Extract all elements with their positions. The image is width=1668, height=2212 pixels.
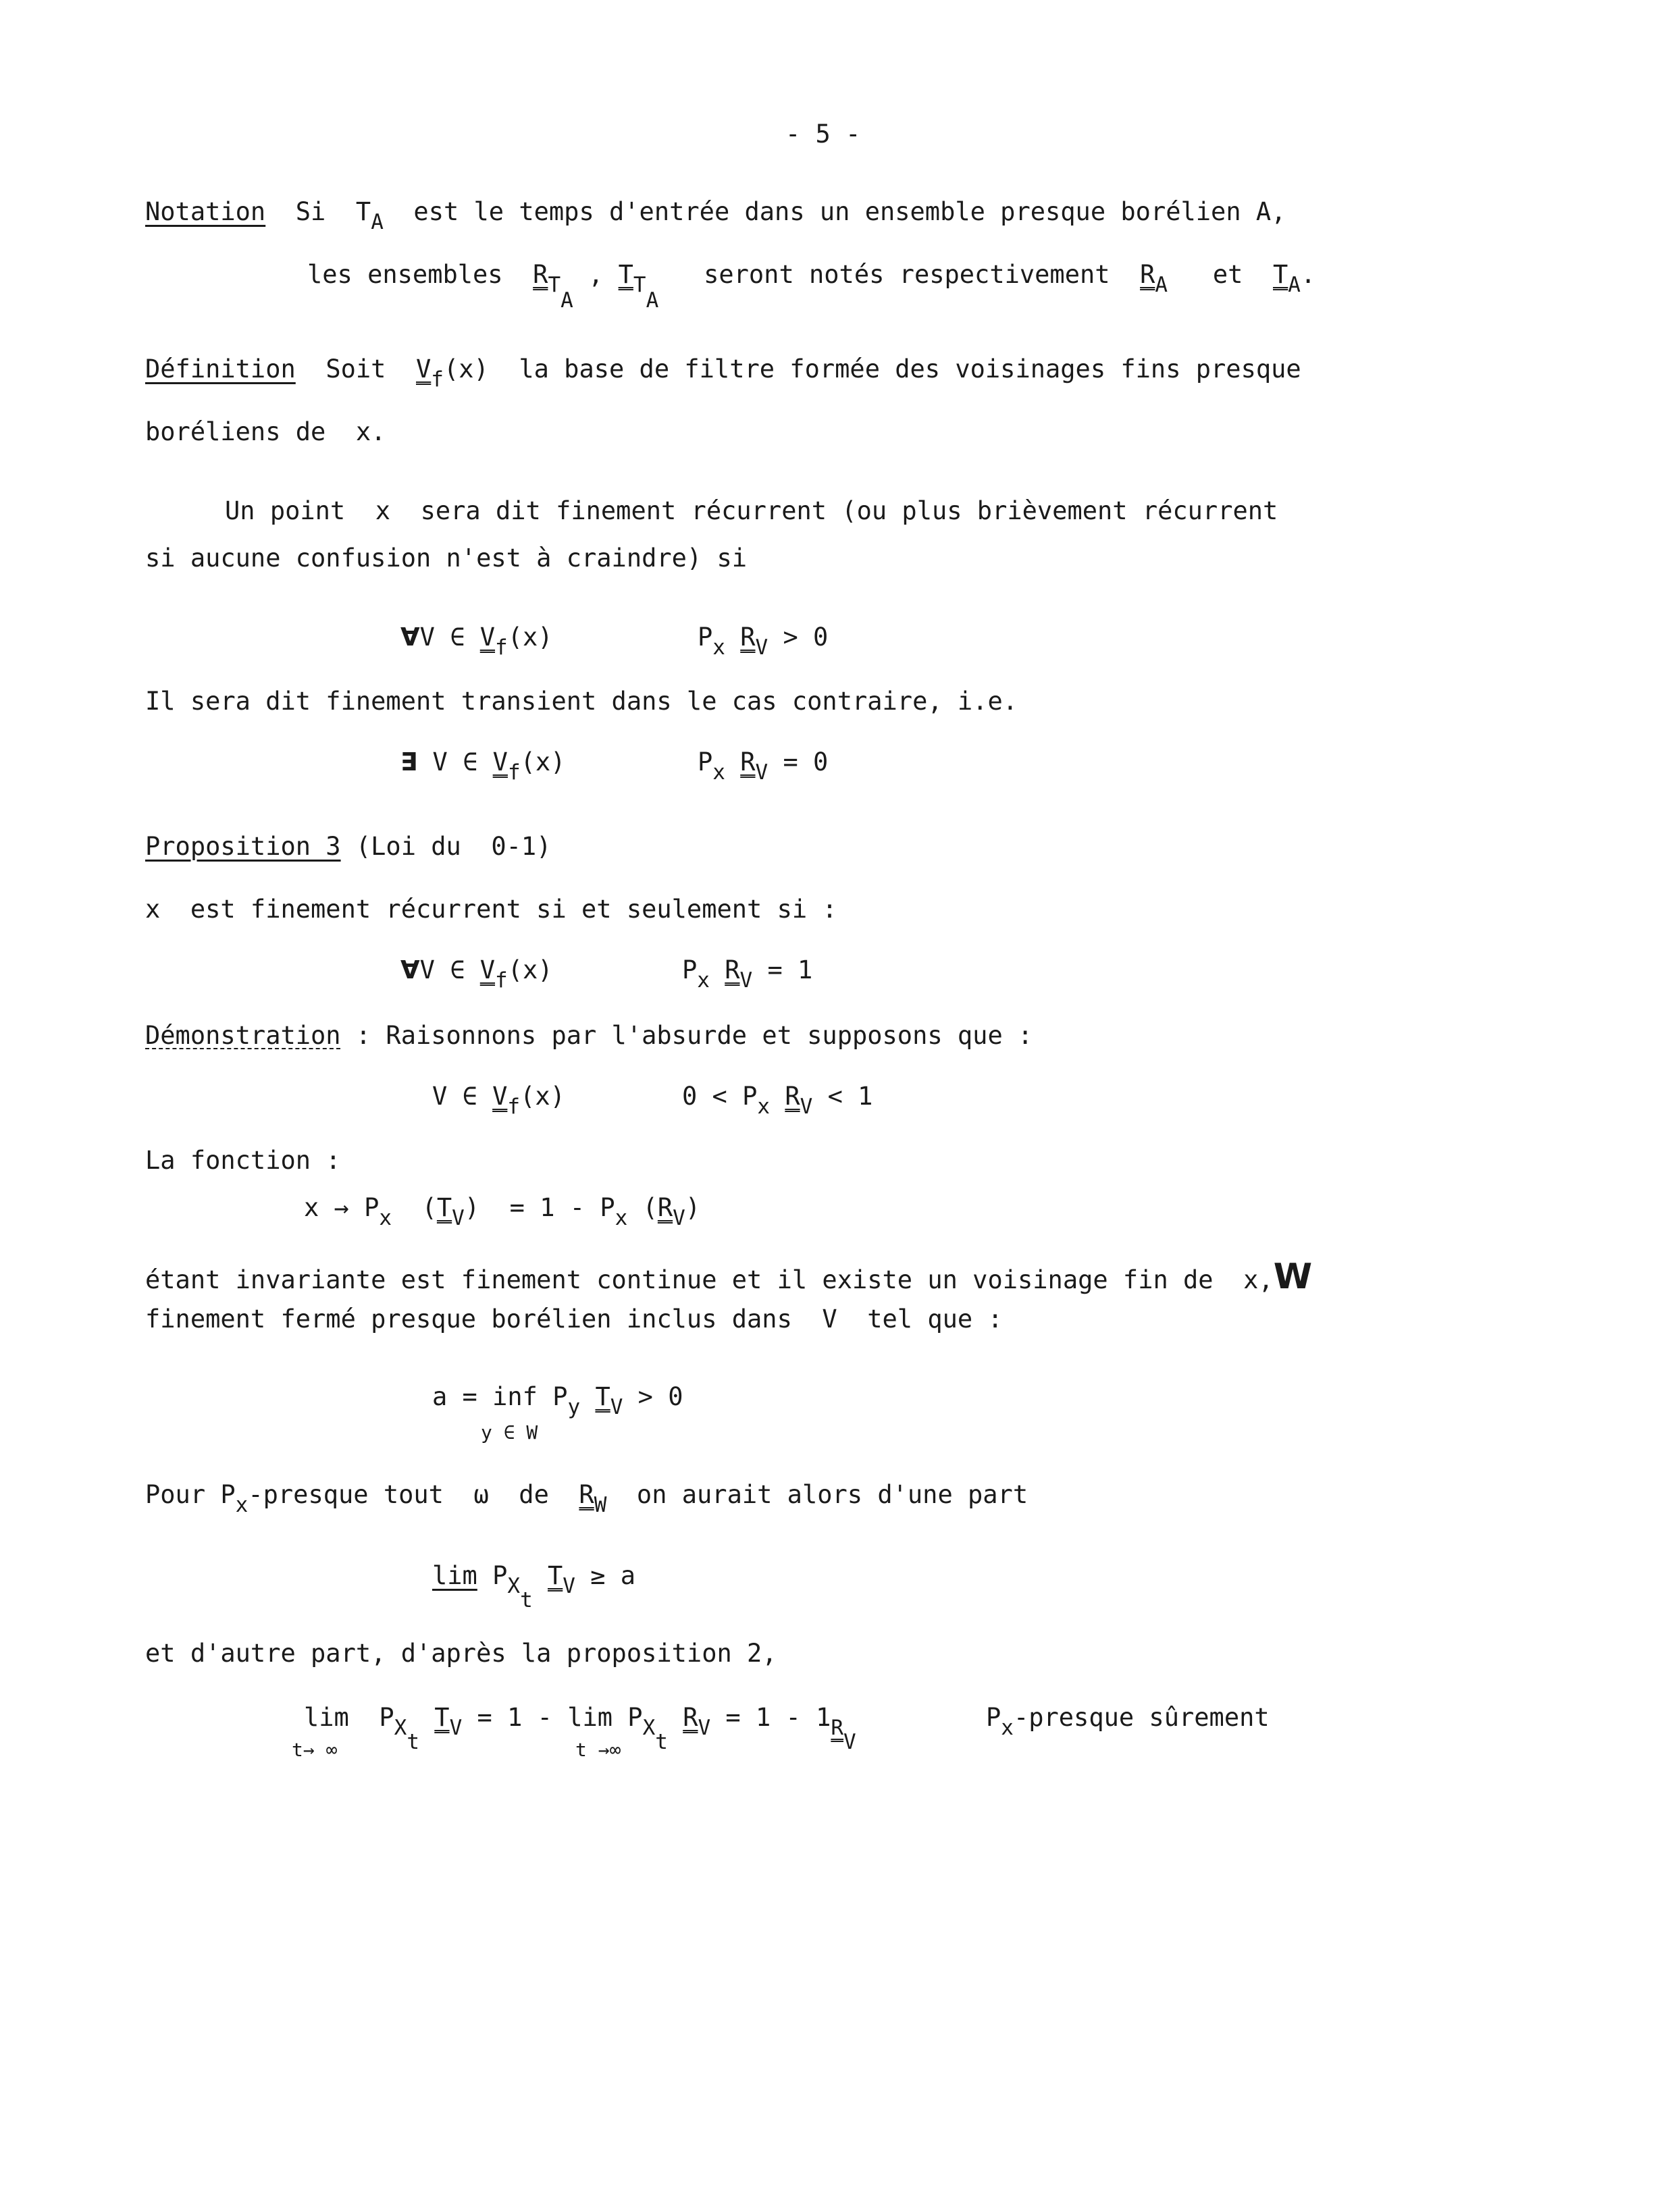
math-P: P (742, 1082, 758, 1111)
math-T: T (436, 1193, 452, 1222)
math-P: P (600, 1193, 615, 1222)
text: la base de filtre formée des voisinages fins presque (519, 354, 1301, 384)
math-P: P (986, 1703, 1001, 1732)
math-sub: f (431, 367, 444, 392)
math-sub: V (673, 1206, 685, 1230)
math-sub: x (615, 1206, 628, 1230)
math-T: T (1273, 260, 1288, 289)
paragraph-line: et d'autre part, d'après la proposition 2, (145, 1639, 777, 1668)
text: > 0 (623, 1382, 683, 1411)
math-sub: V (800, 1095, 813, 1119)
paragraph-line: La fonction : (145, 1146, 341, 1175)
text: seront notés respectivement (704, 260, 1110, 289)
text: et (1212, 260, 1243, 289)
equation-4-rhs (682, 1082, 873, 1119)
text: on aurait alors d'une part (606, 1480, 1028, 1509)
text: Si (295, 197, 326, 226)
math-sub: V (843, 1730, 856, 1754)
text: V ∈ (419, 623, 480, 652)
math-sub: x (1001, 1716, 1014, 1740)
equation-6-under: y ∈ W (481, 1421, 538, 1444)
text: (x) (507, 955, 553, 984)
definition-line-1 (145, 354, 1301, 392)
text: = 1 - 1 (710, 1703, 831, 1732)
paragraph-line: x est finement récurrent si et seulement si : (145, 895, 837, 924)
equation-8-suffix (986, 1703, 1270, 1740)
math-P: P (698, 623, 713, 652)
math-sub: f (507, 760, 521, 785)
equation-1-rhs (698, 623, 829, 660)
text: = 1 (752, 955, 813, 984)
lim-operator: lim (432, 1561, 477, 1590)
math-sub: x (235, 1493, 249, 1517)
math-sub: f (495, 968, 508, 993)
math-sub: x (697, 968, 710, 993)
page-number: - 5 - (785, 120, 861, 149)
math-sub: x (712, 635, 725, 660)
lim-operator: lim (567, 1703, 613, 1732)
math-T: T (355, 197, 371, 226)
math-sub: V (452, 1206, 465, 1230)
paragraph-line: Un point x sera dit finement récurrent (ou plus brièvement récurrent (225, 496, 1278, 525)
equation-8 (304, 1703, 856, 1754)
text: = 0 (768, 747, 829, 776)
text: (x) (507, 623, 553, 652)
math-sub: X (507, 1574, 521, 1598)
text: = 1 - (494, 1193, 600, 1222)
text: (x) (520, 747, 566, 776)
math-R: R (785, 1082, 800, 1111)
math-sub: t (407, 1730, 420, 1754)
math-sub: V (739, 968, 753, 993)
text: -presque tout ω de (248, 1480, 579, 1509)
equation-3-rhs (682, 955, 813, 993)
math-sub: x (712, 760, 725, 785)
math-R: R (740, 623, 756, 652)
paragraph-line (145, 1257, 1313, 1297)
math-R: R (1140, 260, 1155, 289)
equation-2-lhs (400, 747, 566, 785)
math-P: P (552, 1382, 568, 1411)
math-sub: A (561, 288, 573, 313)
math-sub: A (371, 210, 384, 234)
text: ≥ a (575, 1561, 636, 1590)
lim-operator: lim (304, 1703, 349, 1732)
math-T: T (595, 1382, 610, 1411)
math-R: R (683, 1703, 698, 1732)
math-sub: t (655, 1730, 668, 1754)
text: Soit (325, 354, 386, 384)
equation-4-lhs (432, 1082, 565, 1119)
math-T: T (548, 1561, 563, 1590)
text: = 1 - (462, 1703, 568, 1732)
forall-symbol: ∀ (400, 955, 420, 984)
paragraph-line: Il sera dit finement transient dans le cas contraire, i.e. (145, 687, 1018, 716)
definition-line-2: boréliens de x. (145, 417, 386, 446)
math-sub: t (520, 1588, 533, 1612)
equation-3-lhs (400, 955, 553, 993)
text: , (588, 260, 604, 289)
math-sub: x (379, 1206, 392, 1230)
text: (x) (443, 354, 489, 384)
text: < 1 (812, 1082, 873, 1111)
text: > 0 (768, 623, 829, 652)
notation-label: Notation (145, 197, 266, 226)
paragraph-line: finement fermé presque borélien inclus dans V tel que : (145, 1305, 1003, 1334)
equation-5: $x \to P_x$ $(T_V) = 1 - P_x$ $(R_V)$ (304, 1193, 701, 1230)
math-P: P (379, 1703, 394, 1732)
text: -presque sûrement (1013, 1703, 1270, 1732)
math-R: R (579, 1480, 594, 1509)
text: (Loi du 0-1) (340, 832, 552, 861)
notation-line-2 (307, 260, 1316, 313)
proposition-label: Proposition 3 (145, 832, 341, 861)
math-sub: V (449, 1716, 463, 1740)
math-V: V (492, 747, 508, 776)
math-sub: T (548, 273, 561, 297)
text: V ∈ (432, 1082, 493, 1111)
forall-symbol: ∀ (400, 623, 420, 652)
math-sub: X (394, 1716, 407, 1740)
text: . (1300, 260, 1316, 289)
math-sub: V (698, 1716, 711, 1740)
math-V: V (479, 623, 496, 652)
math-P: P (627, 1703, 643, 1732)
math-sub: x (757, 1095, 771, 1119)
math-P: P (492, 1561, 508, 1590)
math-T: T (618, 260, 633, 289)
notation-line-1 (145, 197, 1286, 234)
math-R: R (740, 747, 756, 776)
text: étant invariante est finement continue et il existe un voisinage fin de x, (145, 1265, 1274, 1294)
math-sub: V (563, 1574, 575, 1598)
math-sub: R (831, 1716, 844, 1740)
math-sub: A (1288, 273, 1301, 297)
math-sub: A (646, 288, 659, 313)
math-T: T (434, 1703, 450, 1732)
equation-1-lhs (400, 623, 553, 660)
math-sub: A (1155, 273, 1168, 297)
text: 0 < (682, 1082, 743, 1111)
math-sub: T (633, 273, 646, 297)
math-sub: V (755, 760, 768, 785)
math-W: W (1273, 1257, 1313, 1297)
text: les ensembles (307, 260, 503, 289)
text: (x) (520, 1082, 565, 1111)
text: est le temps d'entrée dans un ensemble presque borélien A, (413, 197, 1286, 226)
math-sub: V (755, 635, 768, 660)
math-sub: f (495, 635, 508, 660)
math-P: P (364, 1193, 380, 1222)
math-sub: W (594, 1493, 607, 1517)
equation-6 (432, 1382, 683, 1419)
math-sub: y (567, 1395, 581, 1419)
proposition-heading (145, 834, 551, 859)
math-V: V (416, 354, 432, 384)
equation-2-rhs (698, 747, 829, 785)
math-P: P (682, 955, 698, 984)
math-P: P (220, 1480, 236, 1509)
exists-symbol: ∃ (400, 747, 418, 776)
math-V: V (492, 1082, 508, 1111)
math-sub: f (507, 1095, 521, 1119)
math-sub: X (642, 1716, 656, 1740)
demonstration-label: Démonstration (145, 1021, 341, 1050)
text: a = inf (432, 1382, 553, 1411)
math-sub: V (610, 1395, 623, 1419)
definition-label: Définition (145, 354, 296, 384)
lim-under-2: t →∞ (575, 1739, 621, 1761)
math-R: R (725, 955, 740, 984)
text: : Raisonnons par l'absurde et supposons que : (340, 1021, 1033, 1050)
math-R: R (533, 260, 548, 289)
text: Pour (145, 1480, 221, 1509)
demonstration-line (145, 1023, 1033, 1048)
text: V ∈ (419, 955, 480, 984)
equation-7 (432, 1561, 636, 1612)
text: V ∈ (417, 747, 493, 776)
math-V: V (479, 955, 496, 984)
math-P: P (698, 747, 713, 776)
math-R: R (657, 1193, 673, 1222)
paragraph-line: si aucune confusion n'est à craindre) si (145, 544, 748, 573)
lim-under-1: t→ ∞ (292, 1739, 338, 1761)
paragraph-line (145, 1480, 1028, 1517)
text: x → (304, 1193, 365, 1222)
